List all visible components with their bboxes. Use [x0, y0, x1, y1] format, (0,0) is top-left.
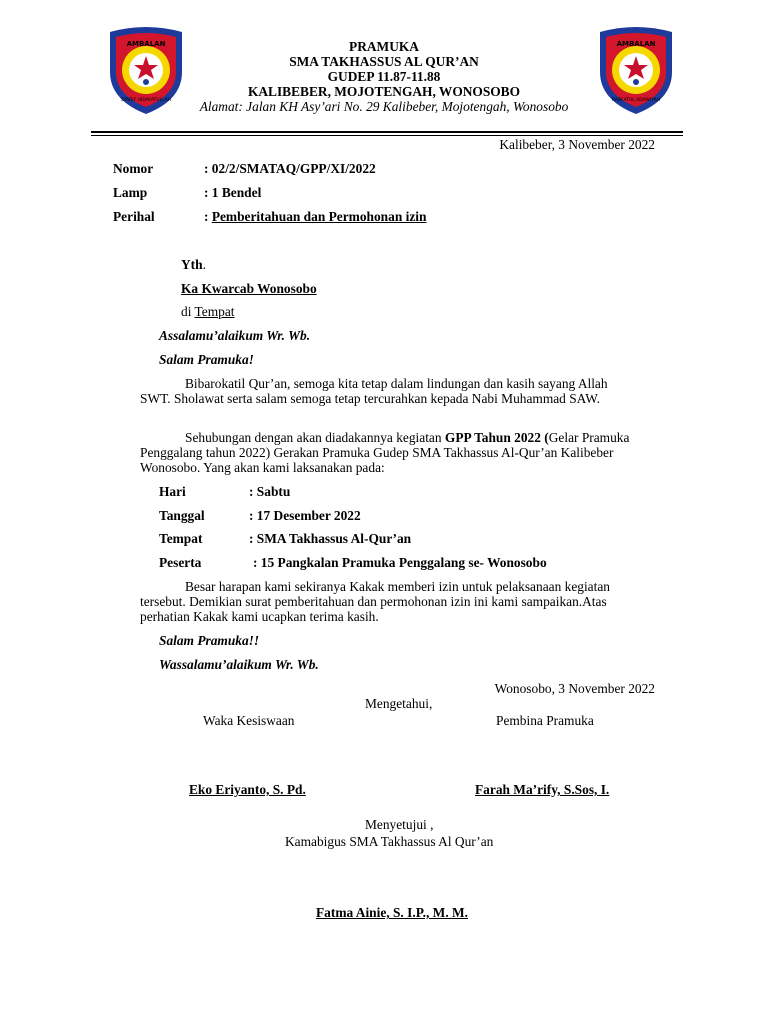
- meta-label-nomor: Nomor: [113, 161, 154, 176]
- detail-label-tanggal: Tanggal: [159, 508, 205, 523]
- header-address: Alamat: Jalan KH Asy’ari No. 29 Kalibeber, Mojotengah, Wonosobo: [199, 99, 569, 114]
- greeting: Assalamu’alaikum Wr. Wb.: [159, 328, 311, 343]
- perihal-subject: Pemberitahuan dan Permohonan izin: [211, 209, 427, 224]
- detail-value-peserta: : 15 Pangkalan Pramuka Penggalang se- Wonosobo: [253, 555, 547, 570]
- detail-label-hari: Hari: [159, 484, 186, 499]
- detail-label-peserta: Peserta: [159, 555, 202, 570]
- header-line-2: SMA TAKHASSUS AL QUR’AN: [289, 54, 479, 69]
- paragraph-2: Sehubungan dengan akan diadakannya kegiatan GPP Tahun 2022 (Gelar Pramuka Penggalang tahun 2022) Gerakan Pramuka Gudep SMA Takhassus Al-Qur’an Kalibeber Wonosobo. Yang akan kami laksanakan pada:: [140, 430, 630, 475]
- header-divider: [91, 131, 683, 133]
- meta-value-lamp: : 1 Bendel: [204, 185, 262, 200]
- paragraph-1: Bibarokatil Qur’an, semoga kita tetap dalam lindungan dan kasih sayang Allah SWT. Sholawat serta salam semoga tetap tercurahkan kepada Nabi Muhammad SAW.: [140, 376, 608, 406]
- detail-label-tempat: Tempat: [159, 531, 203, 546]
- meta-label-perihal: Perihal: [113, 209, 155, 224]
- recipient-name: Ka Kwarcab Wonosobo: [181, 281, 317, 296]
- meta-label-lamp: Lamp: [113, 185, 148, 200]
- header-divider-thin: [91, 135, 683, 136]
- meta-value-nomor: : 02/2/SMATAQ/GPP/XI/2022: [204, 161, 376, 176]
- logo-left-bottom-text: SYARIF HIDAYATULLAH: [120, 98, 172, 103]
- menyetujui-label: Menyetujui ,: [365, 817, 434, 832]
- left-signer-role: Waka Kesiswaan: [203, 713, 295, 728]
- header-line-1: PRAMUKA: [349, 39, 419, 54]
- logo-left-top-text: AMBALAN: [126, 40, 166, 48]
- detail-value-tanggal: : 17 Desember 2022: [249, 508, 361, 523]
- header-line-4: KALIBEBER, MOJOTENGAH, WONOSOBO: [247, 84, 521, 99]
- recipient-yth: Yth.: [181, 257, 206, 272]
- recipient-place: di Tempat: [181, 304, 235, 319]
- closing-greeting: Wassalamu’alaikum Wr. Wb.: [159, 657, 319, 672]
- detail-value-hari: : Sabtu: [249, 484, 291, 499]
- meta-value-perihal: : Pemberitahuan dan Permohonan izin: [204, 209, 427, 224]
- paragraph-3: Besar harapan kami sekiranya Kakak memberi izin untuk pelaksanaan kegiatan tersebut. Demikian surat pemberitahuan dan permohonan izin ini kami sampaikan.Atas perhatian Kakak kami ucapkan terima kasih.: [140, 579, 610, 624]
- bottom-signer-role: Kamabigus SMA Takhassus Al Qur’an: [285, 834, 494, 849]
- signature-date: Wonosobo, 3 November 2022: [494, 681, 655, 696]
- left-signer-name: Eko Eriyanto, S. Pd.: [189, 782, 306, 797]
- closing-salam: Salam Pramuka!!: [159, 633, 260, 648]
- bottom-signer-name: Fatma Ainie, S. I.P., M. M.: [316, 905, 469, 920]
- right-signer-role: Pembina Pramuka: [496, 713, 594, 728]
- right-signer-name: Farah Ma’rify, S.Sos, I.: [475, 782, 610, 797]
- mengetahui-label: Mengetahui,: [365, 696, 433, 711]
- header-line-3: GUDEP 11.87-11.88: [327, 69, 441, 84]
- detail-value-tempat: : SMA Takhassus Al-Qur’an: [249, 531, 412, 546]
- logo-right-bottom-text: RABI'ATUL ADAWIYAH: [611, 98, 661, 103]
- letter-date: Kalibeber, 3 November 2022: [499, 137, 655, 152]
- logo-right-top-text: AMBALAN: [616, 40, 656, 48]
- salam-pramuka: Salam Pramuka!: [159, 352, 254, 367]
